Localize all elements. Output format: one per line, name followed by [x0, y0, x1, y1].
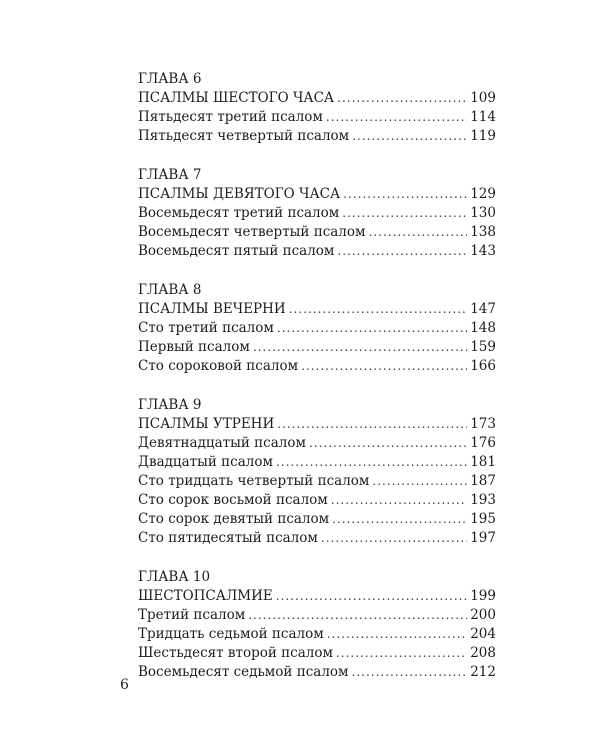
entry-page: 143: [470, 243, 496, 259]
toc-entry: [138, 529, 496, 548]
entry-page: 119: [470, 128, 496, 144]
dot-leader: [253, 338, 467, 357]
toc-entry: [138, 338, 496, 357]
entry-page: 159: [470, 339, 496, 355]
dot-leader: [352, 127, 467, 146]
entry-page: 193: [470, 492, 496, 508]
chapter-7: [138, 166, 496, 261]
page-number: 6: [120, 677, 129, 693]
dot-leader: [337, 89, 467, 108]
entry-page: 147: [470, 301, 496, 317]
entry-title: Шестьдесят второй псалом: [138, 645, 333, 661]
dot-leader: [326, 108, 467, 127]
toc-entry: [138, 491, 496, 510]
toc-entry: [138, 108, 496, 127]
entry-title: Восемьдесят пятый псалом: [138, 243, 335, 259]
entry-page: 130: [470, 205, 496, 221]
dot-leader: [321, 529, 467, 548]
toc-entry: [138, 242, 496, 261]
entry-title: Пятьдесят четвертый псалом: [138, 128, 350, 144]
toc-entry: [138, 587, 496, 606]
dot-leader: [248, 606, 467, 625]
chapter-label: ГЛАВА 6: [138, 71, 202, 87]
entry-title: ШЕСТОПСАЛМИЕ: [138, 588, 273, 604]
toc-entry: [138, 185, 496, 204]
entry-title: Сто тридцать четвертый псалом: [138, 473, 370, 489]
dot-leader: [336, 644, 467, 663]
entry-title: Восемьдесят седьмой псалом: [138, 664, 349, 680]
chapter-label: ГЛАВА 7: [138, 167, 202, 183]
entry-page: 114: [470, 109, 496, 125]
entry-title: Сто сороковой псалом: [138, 358, 299, 374]
entry-title: Третий псалом: [138, 607, 246, 623]
dot-leader: [301, 357, 467, 376]
chapter-label: ГЛАВА 10: [138, 569, 211, 585]
entry-title: Сто третий псалом: [138, 320, 274, 336]
entry-title: Тридцать седьмой псалом: [138, 626, 324, 642]
entry-page: 148: [470, 320, 496, 336]
entry-title: Сто сорок девятый псалом: [138, 511, 330, 527]
chapter-9: [138, 396, 496, 548]
dot-leader: [277, 319, 467, 338]
entry-page: 138: [470, 224, 496, 240]
dot-leader: [276, 453, 467, 472]
dot-leader: [332, 510, 467, 529]
toc-entry: [138, 319, 496, 338]
toc-entry: [138, 625, 496, 644]
toc-entry: [138, 472, 496, 491]
toc-entry: [138, 510, 496, 529]
entry-page: 212: [470, 664, 496, 680]
entry-page: 166: [470, 358, 496, 374]
dot-leader: [372, 472, 467, 491]
toc-entry: [138, 415, 496, 434]
dot-leader: [327, 625, 467, 644]
entry-title: Восемьдесят четвертый псалом: [138, 224, 366, 240]
chapter-10: [138, 568, 496, 682]
entry-page: 197: [470, 530, 496, 546]
toc-entry: [138, 663, 496, 682]
dot-leader: [331, 491, 467, 510]
entry-title: Двадцатый псалом: [138, 454, 273, 470]
entry-title: Восемьдесят третий псалом: [138, 205, 340, 221]
toc-entry: [138, 223, 496, 242]
dot-leader: [369, 223, 468, 242]
entry-page: 187: [470, 473, 496, 489]
toc-entry: [138, 357, 496, 376]
dot-leader: [289, 300, 468, 319]
entry-title: Девятнадцатый псалом: [138, 435, 306, 451]
toc-entry: [138, 89, 496, 108]
entry-page: 129: [470, 186, 496, 202]
table-of-contents: [138, 70, 496, 682]
toc-entry: [138, 204, 496, 223]
entry-page: 176: [470, 435, 496, 451]
entry-page: 200: [470, 607, 496, 623]
dot-leader: [277, 415, 467, 434]
entry-page: 204: [470, 626, 496, 642]
entry-title: ПСАЛМЫ ДЕВЯТОГО ЧАСА: [138, 186, 341, 202]
chapter-label: ГЛАВА 8: [138, 282, 202, 298]
chapter-6: [138, 70, 496, 146]
dot-leader: [276, 587, 468, 606]
entry-page: 109: [470, 90, 496, 106]
toc-entry: [138, 127, 496, 146]
entry-page: 173: [470, 416, 496, 432]
entry-title: Сто сорок восьмой псалом: [138, 492, 328, 508]
toc-entry: [138, 644, 496, 663]
entry-title: ПСАЛМЫ УТРЕНИ: [138, 416, 275, 432]
entry-title: Сто пятидесятый псалом: [138, 530, 318, 546]
dot-leader: [343, 185, 467, 204]
dot-leader: [309, 434, 467, 453]
entry-page: 195: [470, 511, 496, 527]
entry-page: 181: [470, 454, 496, 470]
toc-entry: [138, 434, 496, 453]
toc-entry: [138, 300, 496, 319]
entry-title: Первый псалом: [138, 339, 250, 355]
entry-title: ПСАЛМЫ ВЕЧЕРНИ: [138, 301, 286, 317]
dot-leader: [342, 204, 467, 223]
dot-leader: [337, 242, 467, 261]
entry-title: ПСАЛМЫ ШЕСТОГО ЧАСА: [138, 90, 335, 106]
chapter-8: [138, 281, 496, 376]
dot-leader: [352, 663, 468, 682]
entry-title: Пятьдесят третий псалом: [138, 109, 323, 125]
entry-page: 199: [470, 588, 496, 604]
toc-entry: [138, 606, 496, 625]
toc-entry: [138, 453, 496, 472]
chapter-label: ГЛАВА 9: [138, 397, 202, 413]
entry-page: 208: [470, 645, 496, 661]
